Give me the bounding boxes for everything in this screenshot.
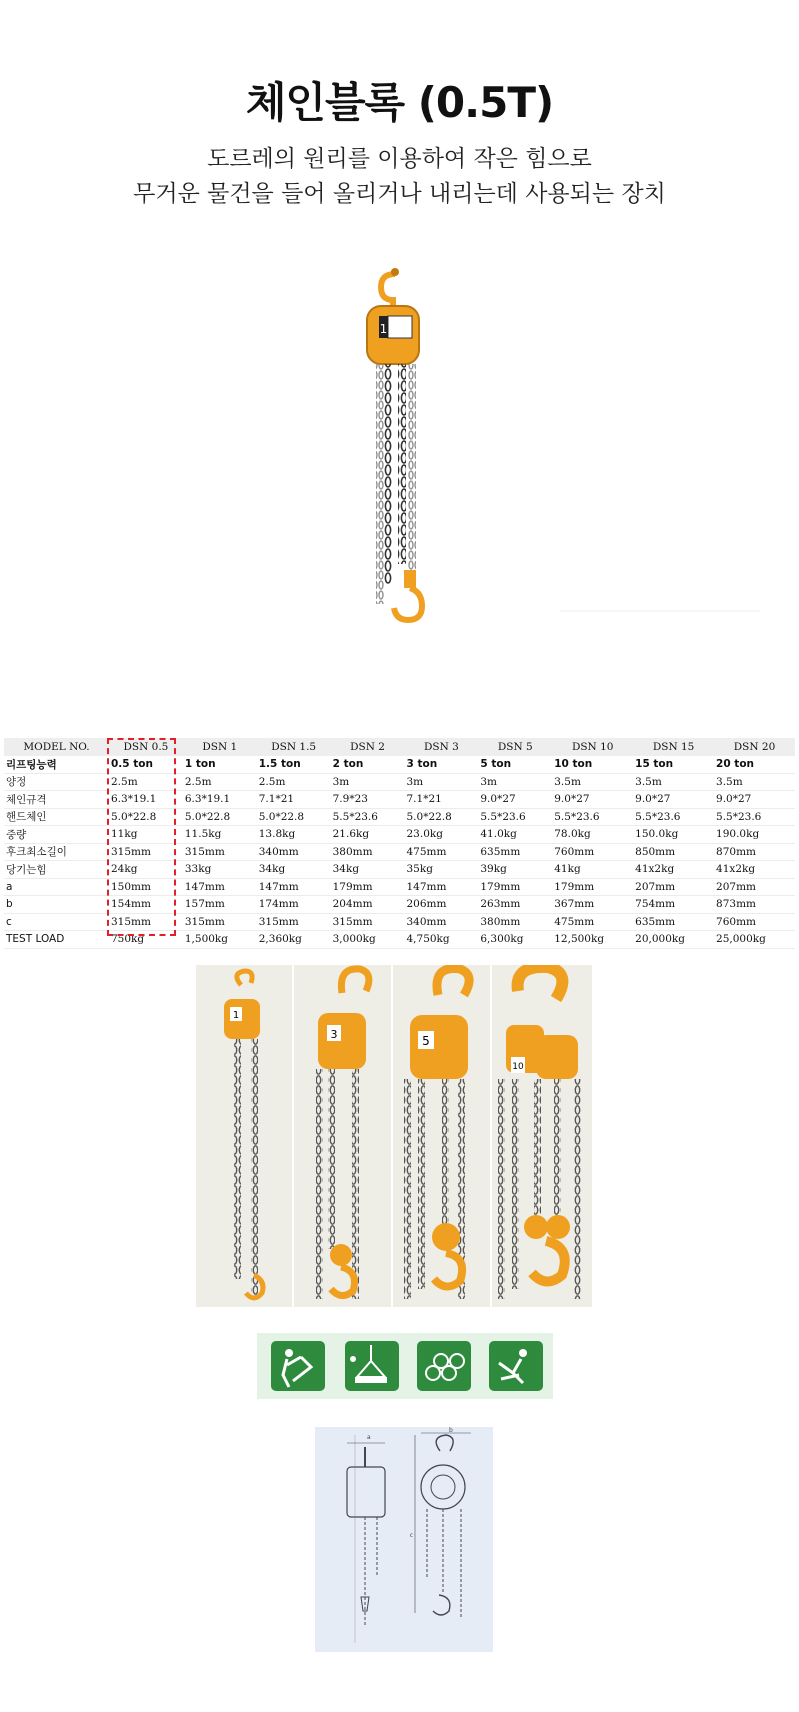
- pipe-load-icon: [417, 1341, 471, 1391]
- spec-cell: 157mm: [183, 896, 257, 914]
- spec-cell: 34kg: [257, 861, 331, 879]
- chain-block-models-photo: [196, 965, 592, 1307]
- spec-cell: 3.5m: [552, 773, 633, 791]
- spec-cell: 35kg: [405, 861, 479, 879]
- spec-cell: 315mm: [257, 913, 331, 931]
- spec-row-label: 중량: [4, 826, 109, 844]
- spec-row: [4, 931, 795, 949]
- spec-row-label: 체인규격: [4, 791, 109, 809]
- spec-header-cell: DSN 20: [714, 738, 795, 756]
- spec-cell: 207mm: [633, 878, 714, 896]
- spec-row: [4, 773, 795, 791]
- spec-header-cell: DSN 3: [405, 738, 479, 756]
- spec-cell: 1.5 ton: [257, 756, 331, 773]
- hand-caution-icon: [489, 1341, 543, 1391]
- suspended-load-icon: [345, 1341, 399, 1391]
- spec-cell: 174mm: [257, 896, 331, 914]
- spec-cell: 2.5m: [257, 773, 331, 791]
- spec-cell: 850mm: [633, 843, 714, 861]
- spec-cell: 5.0*22.8: [405, 808, 479, 826]
- spec-cell: 5.0*22.8: [109, 808, 183, 826]
- spec-cell: 147mm: [405, 878, 479, 896]
- spec-header-cell: DSN 1: [183, 738, 257, 756]
- spec-cell: 190.0kg: [714, 826, 795, 844]
- spec-cell: 4,750kg: [405, 931, 479, 949]
- badge-10: 10: [512, 1062, 524, 1072]
- spec-cell: 315mm: [183, 913, 257, 931]
- spec-cell: 12,500kg: [552, 931, 633, 949]
- spec-header-cell: DSN 10: [552, 738, 633, 756]
- spec-header-cell: DSN 5: [478, 738, 552, 756]
- spec-cell: 380mm: [478, 913, 552, 931]
- spec-cell: 206mm: [405, 896, 479, 914]
- subtitle-line-1: 도르레의 원리를 이용하여 작은 힘으로: [207, 146, 592, 172]
- spec-row-label: 후크최소길이: [4, 843, 109, 861]
- hero-badge-digit: 1: [379, 322, 388, 336]
- spec-row-label: TEST LOAD: [4, 931, 109, 949]
- dimension-diagram: [315, 1427, 493, 1652]
- spec-cell: 3.5m: [714, 773, 795, 791]
- spec-cell: 150.0kg: [633, 826, 714, 844]
- subtitle-line-2: 무거운 물건을 들어 올리거나 내리는데 사용되는 장치: [133, 181, 666, 207]
- spec-cell: 41kg: [552, 861, 633, 879]
- spec-cell: 207mm: [714, 878, 795, 896]
- spec-cell: 10 ton: [552, 756, 633, 773]
- label-a: a: [367, 1434, 371, 1441]
- spec-cell: 315mm: [109, 843, 183, 861]
- spec-cell: 24kg: [109, 861, 183, 879]
- spec-row: [4, 756, 795, 773]
- spec-cell: 204mm: [331, 896, 405, 914]
- spec-cell: 15 ton: [633, 756, 714, 773]
- spec-cell: 7.1*21: [257, 791, 331, 809]
- badge-3: 3: [330, 1028, 338, 1041]
- spec-cell: 340mm: [257, 843, 331, 861]
- spec-row-label: b: [4, 896, 109, 914]
- spec-cell: 9.0*27: [714, 791, 795, 809]
- spec-cell: 150mm: [109, 878, 183, 896]
- spec-cell: 2.5m: [109, 773, 183, 791]
- spec-row: [4, 791, 795, 809]
- spec-row: [4, 896, 795, 914]
- spec-cell: 754mm: [633, 896, 714, 914]
- spec-cell: 39kg: [478, 861, 552, 879]
- spec-cell: 5.5*23.6: [633, 808, 714, 826]
- spec-cell: 23.0kg: [405, 826, 479, 844]
- spec-cell: 760mm: [714, 913, 795, 931]
- spec-cell: 3m: [331, 773, 405, 791]
- spec-cell: 3m: [405, 773, 479, 791]
- label-b: b: [449, 1427, 453, 1434]
- spec-cell: 263mm: [478, 896, 552, 914]
- spec-cell: 34kg: [331, 861, 405, 879]
- spec-cell: 7.9*23: [331, 791, 405, 809]
- spec-cell: 870mm: [714, 843, 795, 861]
- spec-cell: 21.6kg: [331, 826, 405, 844]
- spec-cell: 873mm: [714, 896, 795, 914]
- spec-header-cell: DSN 1.5: [257, 738, 331, 756]
- spec-cell: 0.5 ton: [109, 756, 183, 773]
- spec-cell: 3 ton: [405, 756, 479, 773]
- spec-cell: 11.5kg: [183, 826, 257, 844]
- spec-cell: 7.1*21: [405, 791, 479, 809]
- spec-cell: 9.0*27: [552, 791, 633, 809]
- badge-1: 1: [232, 1010, 240, 1021]
- spec-row-label: c: [4, 913, 109, 931]
- spec-row-label: 당기는힘: [4, 861, 109, 879]
- spec-cell: 6.3*19.1: [109, 791, 183, 809]
- chain-block-image: [0, 260, 799, 660]
- spec-cell: 5.5*23.6: [478, 808, 552, 826]
- spec-cell: 5.5*23.6: [552, 808, 633, 826]
- spec-row: [4, 913, 795, 931]
- spec-cell: 1 ton: [183, 756, 257, 773]
- spec-cell: 5.0*22.8: [257, 808, 331, 826]
- spec-cell: 6,300kg: [478, 931, 552, 949]
- spec-cell: 41x2kg: [714, 861, 795, 879]
- spec-cell: 2,360kg: [257, 931, 331, 949]
- spec-cell: 3.5m: [633, 773, 714, 791]
- spec-row: [4, 878, 795, 896]
- spec-cell: 41.0kg: [478, 826, 552, 844]
- spec-header-cell: MODEL NO.: [4, 738, 109, 756]
- spec-cell: 5 ton: [478, 756, 552, 773]
- spec-cell: 3m: [478, 773, 552, 791]
- spec-header-row: [4, 738, 795, 756]
- spec-cell: 5.0*22.8: [183, 808, 257, 826]
- spec-row-label: 양정: [4, 773, 109, 791]
- badge-5: 5: [422, 1034, 430, 1048]
- spec-row-label: 핸드체인: [4, 808, 109, 826]
- spec-header-cell: DSN 2: [331, 738, 405, 756]
- spec-cell: 5.5*23.6: [331, 808, 405, 826]
- spec-cell: 179mm: [552, 878, 633, 896]
- spec-cell: 750kg: [109, 931, 183, 949]
- spec-header-cell: DSN 0.5: [109, 738, 183, 756]
- spec-cell: 315mm: [331, 913, 405, 931]
- spec-cell: 475mm: [552, 913, 633, 931]
- spec-table: [4, 738, 795, 949]
- label-c: c: [409, 1532, 413, 1539]
- spec-cell: 147mm: [257, 878, 331, 896]
- spec-cell: 147mm: [183, 878, 257, 896]
- spec-cell: 367mm: [552, 896, 633, 914]
- spec-cell: 78.0kg: [552, 826, 633, 844]
- spec-cell: 11kg: [109, 826, 183, 844]
- person-lifting-icon: [271, 1341, 325, 1391]
- page-title: 체인블록 (0.5T): [245, 78, 554, 127]
- spec-cell: 9.0*27: [478, 791, 552, 809]
- spec-cell: 380mm: [331, 843, 405, 861]
- spec-cell: 475mm: [405, 843, 479, 861]
- spec-cell: 635mm: [633, 913, 714, 931]
- spec-cell: 20,000kg: [633, 931, 714, 949]
- spec-cell: 41x2kg: [633, 861, 714, 879]
- spec-cell: 5.5*23.6: [714, 808, 795, 826]
- spec-cell: 154mm: [109, 896, 183, 914]
- spec-cell: 179mm: [478, 878, 552, 896]
- spec-row: [4, 826, 795, 844]
- safety-icons-strip: [257, 1333, 553, 1399]
- spec-cell: 6.3*19.1: [183, 791, 257, 809]
- spec-cell: 3,000kg: [331, 931, 405, 949]
- spec-row: [4, 808, 795, 826]
- spec-cell: 2.5m: [183, 773, 257, 791]
- spec-cell: 315mm: [183, 843, 257, 861]
- spec-cell: 2 ton: [331, 756, 405, 773]
- spec-row-label: a: [4, 878, 109, 896]
- spec-row: [4, 843, 795, 861]
- spec-cell: 20 ton: [714, 756, 795, 773]
- spec-cell: 9.0*27: [633, 791, 714, 809]
- spec-cell: 1,500kg: [183, 931, 257, 949]
- spec-cell: 25,000kg: [714, 931, 795, 949]
- spec-row: [4, 861, 795, 879]
- spec-cell: 33kg: [183, 861, 257, 879]
- spec-cell: 635mm: [478, 843, 552, 861]
- spec-header-cell: DSN 15: [633, 738, 714, 756]
- spec-cell: 340mm: [405, 913, 479, 931]
- spec-cell: 760mm: [552, 843, 633, 861]
- spec-row-label: 리프팅능력: [4, 756, 109, 773]
- spec-cell: 179mm: [331, 878, 405, 896]
- spec-cell: 315mm: [109, 913, 183, 931]
- spec-cell: 13.8kg: [257, 826, 331, 844]
